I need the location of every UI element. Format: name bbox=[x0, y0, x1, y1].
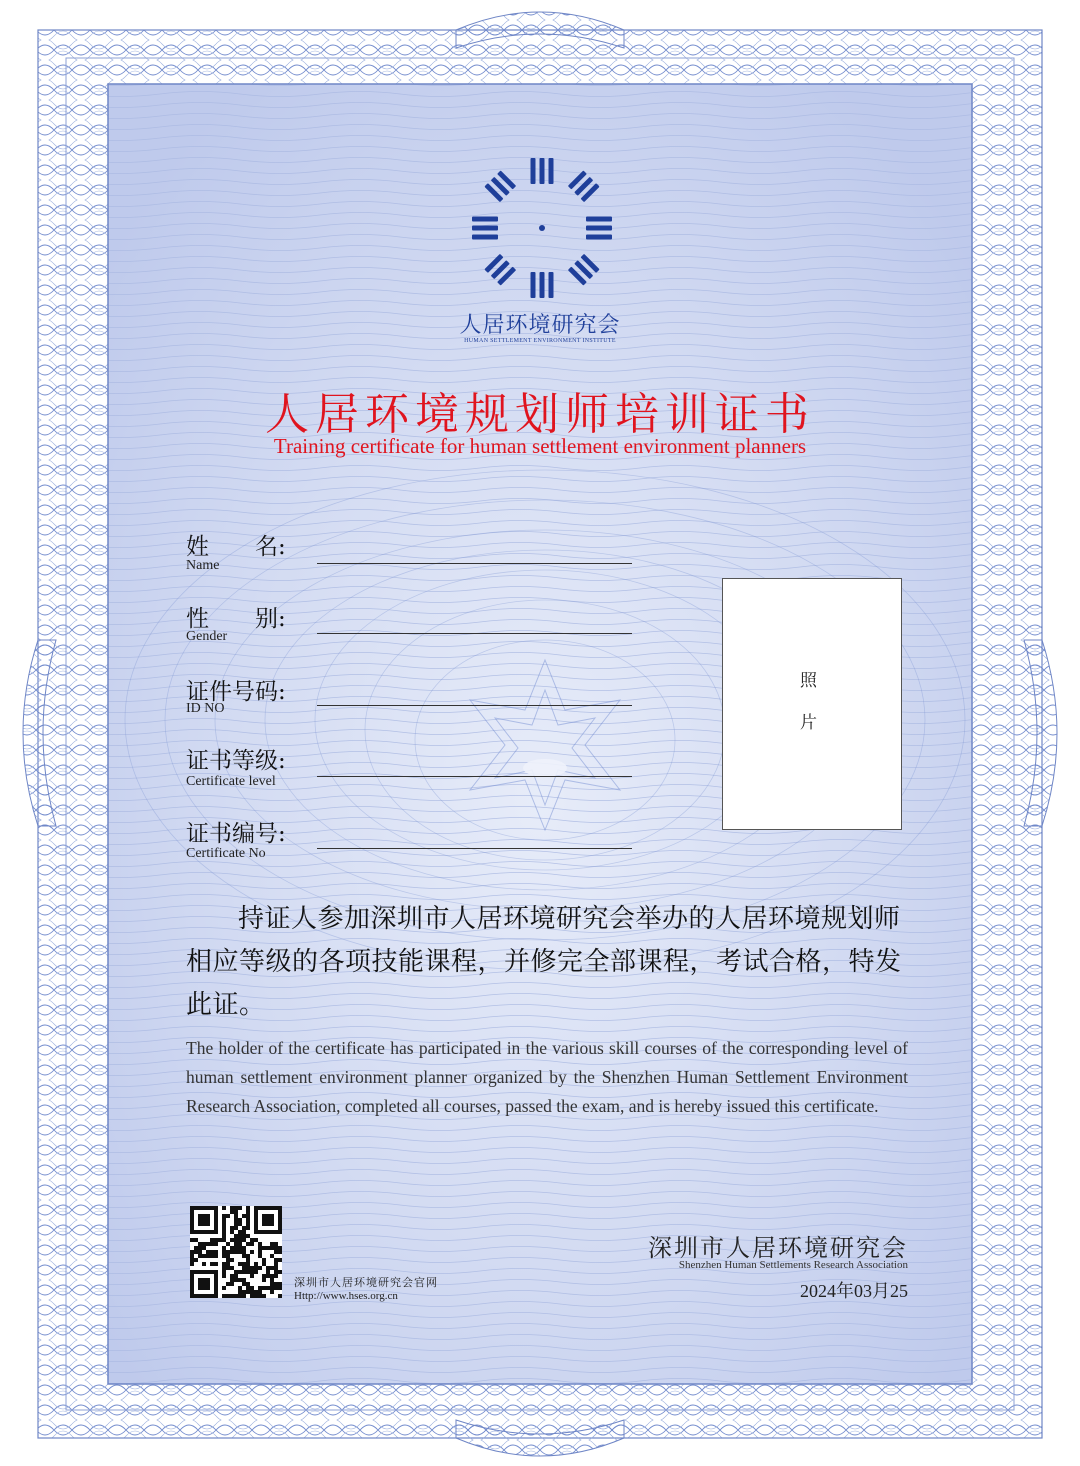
photo-label-2: 片 bbox=[800, 713, 817, 733]
logo-bar bbox=[540, 272, 545, 298]
certificate-title-en: Training certificate for human settlement environment planners bbox=[273, 434, 807, 458]
logo-name-en: HUMAN SETTLEMENT ENVIRONMENT INSTITUTE bbox=[464, 338, 616, 344]
logo-bar bbox=[472, 235, 498, 240]
logo-bar bbox=[586, 217, 612, 222]
issuer-name-zh: 深圳市人居环境研究会 bbox=[648, 1234, 908, 1262]
logo-bar bbox=[549, 158, 554, 184]
id-number-field-line bbox=[317, 705, 632, 706]
name-label-zh: 姓 名: bbox=[186, 534, 286, 560]
id-number-label-en: ID NO bbox=[186, 701, 225, 716]
logo-bar bbox=[586, 235, 612, 240]
issuer-name-en: Shenzhen Human Settlements Research Association bbox=[678, 1259, 908, 1271]
certificate-title-zh: 人居环境规划师培训证书 bbox=[265, 389, 815, 440]
certificate-level-label-en: Certificate level bbox=[186, 774, 276, 789]
qr-caption-zh: 深圳市人居环境研究会官网 bbox=[294, 1276, 438, 1289]
certificate-number-label-zh: 证书编号: bbox=[186, 821, 286, 847]
gender-label-zh: 性 别: bbox=[186, 606, 286, 632]
logo-bar bbox=[586, 226, 612, 231]
logo-bar bbox=[531, 272, 536, 298]
certificate-number-label-en: Certificate No bbox=[186, 846, 266, 861]
website-url-link[interactable]: Http://www.hses.org.cn bbox=[294, 1290, 398, 1302]
photo-label-1: 照 bbox=[800, 671, 817, 691]
id-number-label-zh: 证件号码: bbox=[186, 679, 286, 705]
logo-bar bbox=[472, 217, 498, 222]
name-field-line bbox=[317, 563, 632, 564]
gender-field-line bbox=[317, 633, 632, 634]
logo-name-zh: 人居环境研究会 bbox=[459, 313, 621, 338]
gender-label-en: Gender bbox=[186, 629, 228, 644]
logo-bar bbox=[540, 158, 545, 184]
issue-date: 2024年03月25 bbox=[800, 1281, 908, 1301]
statement-en: The holder of the certificate has participated in the various skill courses of the corresponding level of human settlement environment planner organized by the Shenzhen Human Settlement Environment Research Association, completed all courses, passed the exam, and is hereby issued this certificate. bbox=[186, 1038, 908, 1116]
certificate-number-field-line bbox=[317, 848, 632, 849]
logo-bar bbox=[472, 226, 498, 231]
statement-zh: 持证人参加深圳市人居环境研究会举办的人居环境规划师相应等级的各项技能课程，并修完全部课程，考试合格，特发此证。 bbox=[186, 904, 902, 1020]
logo-bar bbox=[549, 272, 554, 298]
institute-logo bbox=[464, 150, 620, 306]
certificate-level-field-line bbox=[317, 776, 632, 777]
qr-code[interactable] bbox=[190, 1206, 282, 1298]
logo-bar bbox=[531, 158, 536, 184]
photo-box bbox=[722, 578, 902, 830]
name-label-en: Name bbox=[186, 558, 220, 573]
certificate-level-label-zh: 证书等级: bbox=[186, 748, 286, 774]
